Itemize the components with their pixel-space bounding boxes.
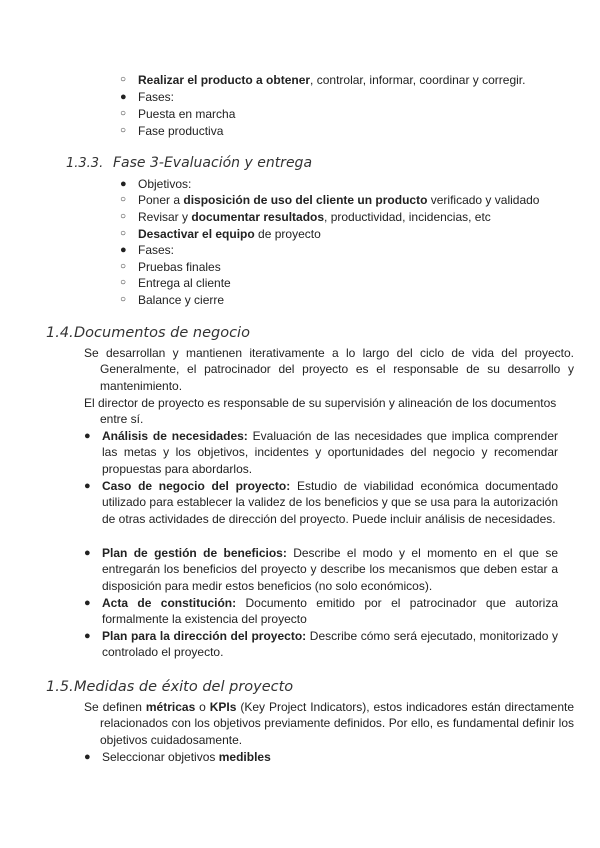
section-1-4-paragraph: El director de proyecto es responsable de su supervisión y alineación de los documentos entre sí.	[84, 396, 557, 427]
list-item-bold: Análisis de necesidades:	[102, 429, 248, 443]
list-item-bold: Realizar el producto a obtener	[138, 73, 311, 87]
list-item	[84, 545, 558, 594]
list-item-text: Fase productiva	[138, 124, 224, 138]
list-item-bold: Desactivar el equipo	[138, 227, 255, 241]
list-item-bold: Plan de gestión de beneficios:	[102, 546, 287, 560]
paragraph-text: o	[195, 700, 210, 714]
list-item-text: Puesta en marcha	[138, 107, 236, 121]
list-item-text: Revisar y	[138, 210, 192, 224]
list-item	[84, 595, 558, 628]
list-item-bold: Acta de constitución:	[102, 596, 237, 610]
heading-title: Fase 3-Evaluación y entrega	[113, 155, 313, 171]
list-item	[120, 275, 560, 291]
list-item-text: Evaluación de las necesidades que implica comprender las metas y los objetivos, incidentes y oportunidades del negocio y recomendar propuestas para abordarlos.	[102, 429, 558, 476]
list-item	[120, 72, 560, 88]
list-item-bold: Plan para la dirección del proyecto:	[102, 629, 307, 643]
list-item	[84, 478, 558, 527]
circle-bullet-icon: ○	[120, 228, 127, 239]
list-item-text: Fases:	[138, 243, 175, 257]
section-heading-1-4	[46, 325, 250, 341]
list-item-text: , controlar, informar, coordinar y corregir.	[310, 73, 526, 87]
circle-bullet-icon: ○	[120, 125, 127, 136]
list-item	[84, 628, 558, 661]
disc-bullet-icon: ●	[120, 91, 127, 103]
disc-bullet-icon: ●	[84, 751, 91, 763]
disc-bullet-icon: ●	[84, 547, 91, 559]
list-item	[120, 192, 560, 208]
list-item	[120, 242, 560, 258]
heading-title: Medidas de éxito del proyecto	[74, 679, 294, 695]
list-item-bold: medibles	[218, 750, 271, 764]
disc-bullet-icon: ●	[84, 597, 91, 609]
list-item-text: de proyecto	[254, 227, 321, 241]
paragraph-bold: KPIs	[209, 700, 237, 714]
list-item	[120, 89, 560, 105]
section-1-5-paragraph	[84, 699, 574, 748]
list-item-text: verificado y validado	[427, 193, 540, 207]
list-item-text: Documento emitido por el patrocinador que autoriza formalmente la existencia del proyecto	[102, 596, 558, 627]
circle-bullet-icon: ○	[120, 74, 127, 85]
list-item	[120, 106, 560, 122]
disc-bullet-icon: ●	[84, 430, 91, 442]
circle-bullet-icon: ○	[120, 277, 127, 288]
list-item-bold: disposición de uso del cliente un producto	[183, 193, 428, 207]
list-item	[120, 176, 560, 192]
list-item	[120, 226, 560, 242]
list-item-text: Pruebas finales	[138, 260, 221, 274]
circle-bullet-icon: ○	[120, 211, 127, 222]
paragraph-text: (Key Project Indicators), estos indicadores están directamente relacionados con los objetivos previamente definidos. Por ello, es fundamental definir los objetivos cuidadosamente.	[100, 700, 575, 747]
list-item-text: , productividad, incidencias, etc	[324, 210, 491, 224]
list-item	[120, 123, 560, 139]
section-heading-1-5	[46, 679, 293, 695]
list-item-text: Describe el modo y el momento en el que se entregarán los beneficios del proyecto y describe los mecanismos que deben estar a disposición para medir estos beneficios (no solo económicos).	[102, 546, 558, 593]
list-item-text: Estudio de viabilidad económica documentado utilizado para establecer la validez de los beneficios y que se usa para la autorización de otras actividades de dirección del proyecto. Puede incluir análisis de necesidades.	[102, 479, 559, 526]
list-item-text: Objetivos:	[138, 177, 192, 191]
section-heading-1-3-3	[66, 155, 312, 172]
list-item-bold: Caso de negocio del proyecto:	[102, 479, 291, 493]
list-item-text: Seleccionar objetivos	[102, 750, 219, 764]
list-item	[120, 259, 560, 275]
heading-number: 1.4.	[46, 325, 74, 341]
list-item-bold: documentar resultados	[191, 210, 325, 224]
list-item-text: Fases:	[138, 90, 175, 104]
paragraph-bold: métricas	[145, 700, 196, 714]
disc-bullet-icon: ●	[120, 178, 127, 190]
list-item-text: Balance y cierre	[138, 293, 225, 307]
heading-number: 1.3.3.	[66, 156, 104, 171]
list-item-text: Describe cómo será ejecutado, monitorizado y controlado el proyecto.	[102, 629, 558, 660]
disc-bullet-icon: ●	[84, 480, 91, 492]
list-item-text: Entrega al cliente	[138, 276, 231, 290]
heading-number: 1.5.	[46, 679, 74, 695]
disc-bullet-icon: ●	[120, 244, 127, 256]
paragraph-text: Se definen	[84, 700, 146, 714]
list-item	[120, 209, 560, 225]
circle-bullet-icon: ○	[120, 261, 127, 272]
heading-title: Documentos de negocio	[74, 325, 250, 341]
list-item	[84, 749, 558, 765]
disc-bullet-icon: ●	[84, 630, 91, 642]
list-item-text: Poner a	[138, 193, 184, 207]
list-item	[120, 292, 560, 308]
circle-bullet-icon: ○	[120, 194, 127, 205]
circle-bullet-icon: ○	[120, 108, 127, 119]
list-item	[84, 428, 558, 477]
section-1-4-paragraph: Se desarrollan y mantienen iterativamente a lo largo del ciclo de vida del proyecto. Generalmente, el patrocinador del proyecto es el responsable de su desarrollo y mantenimiento.	[84, 346, 574, 393]
circle-bullet-icon: ○	[120, 294, 127, 305]
